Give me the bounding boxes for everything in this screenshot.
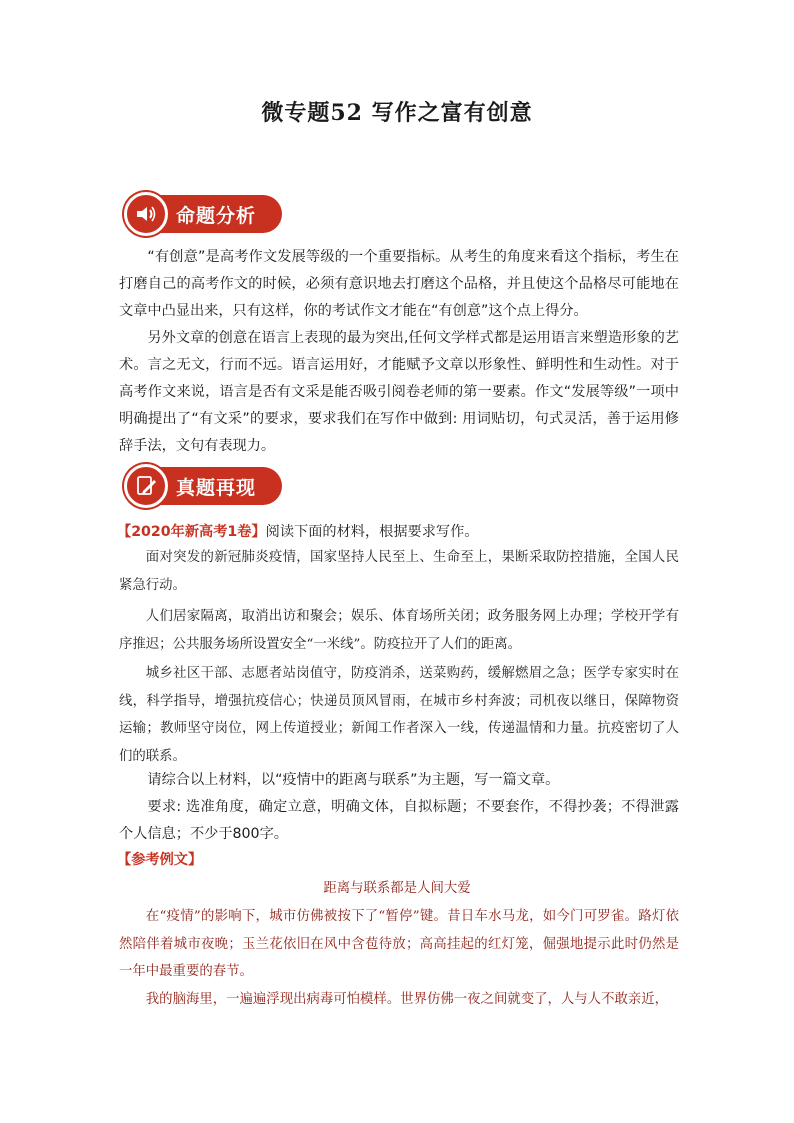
pencil-note-icon: [124, 464, 168, 508]
material-paragraph-1: 面对突发的新冠肺炎疫情，国家坚持人民至上、生命至上，果断采取防控措施，全国人民紧急行动。: [119, 550, 679, 593]
essay-paragraph-2: 我的脑海里，一遍遍浮现出病毒可怕模样。世界仿佛一夜之间就变了，人与人不敢亲近，: [145, 992, 669, 1007]
section-banner-analysis: [124, 192, 282, 236]
reference-tag: 【参考例文】: [117, 852, 203, 868]
material-paragraph-2: 人们居家隔离，取消出访和聚会；娱乐、体育场所关闭；政务服务网上办理；学校开学有序推迟；公共服务场所设置安全“一米线”。防疫拉开了人们的距离。: [119, 609, 679, 652]
material-paragraph-3: 城乡社区干部、志愿者站岗值守，防疫消杀，送菜购药，缓解燃眉之急；医学专家实时在线，科学指导，增强抗疫信心；快递员顶风冒雨，在城市乡村奔波；司机夜以继日，保障物资运输；教师坚守岗位，网上传道授业；新闻工作者深入一线，传递温情和力量。抗疫密切了人们的联系。: [119, 666, 679, 764]
section-label-analysis: 命题分析: [176, 205, 257, 227]
exam-source-tag: 【2020年新高考1卷】: [117, 524, 266, 540]
section-label-exam: 真题再现: [176, 477, 257, 499]
exam-requirements: 要求: 选准角度，确定立意，明确文体，自拟标题；不要套作，不得抄袭；不得泄露个人信息；不少于800字。: [119, 799, 679, 842]
exam-task: 请综合以上材料，以“疫情中的距离与联系”为主题，写一篇文章。: [147, 772, 560, 788]
section-banner-exam: [124, 464, 282, 508]
exam-source-line: [117, 521, 479, 543]
essay-title: 距离与联系都是人间大爱: [323, 881, 471, 896]
exam-instruction: 阅读下面的材料，根据要求写作。: [265, 524, 479, 540]
speaker-icon: [124, 192, 168, 236]
essay-paragraph-1: 在“疫情”的影响下，城市仿佛被按下了“暂停”键。昔日车水马龙，如今门可罗雀。路灯依然陪伴着城市夜晚；玉兰花依旧在风中含苞待放；高高挂起的红灯笼，倔强地提示此时仍然是一年中最重要的春节。: [119, 909, 679, 979]
analysis-paragraph-2: 另外文章的创意在语言上表现的最为突出,任何文学样式都是运用语言来塑造形象的艺术。言之无文，行而不远。语言运用好，才能赋予文章以形象性、鲜明性和生动性。对于高考作文来说，语言是否有文采是能否吸引阅卷老师的第一要素。作文“发展等级”一项中明确提出了“有文采”的要求，要求我们在写作中做到: 用词贴切，句式灵活，善于运用修辞手法，文句有表现力。: [119, 330, 679, 454]
page-title: 微专题52 写作之富有创意: [261, 100, 533, 126]
analysis-paragraph-1: “有创意”是高考作文发展等级的一个重要指标。从考生的角度来看这个指标，考生在打磨自己的高考作文的时候，必须有意识地去打磨这个品格，并且使这个品格尽可能地在文章中凸显出来，只有这样，你的考试作文才能在“有创意”这个点上得分。: [119, 249, 679, 319]
